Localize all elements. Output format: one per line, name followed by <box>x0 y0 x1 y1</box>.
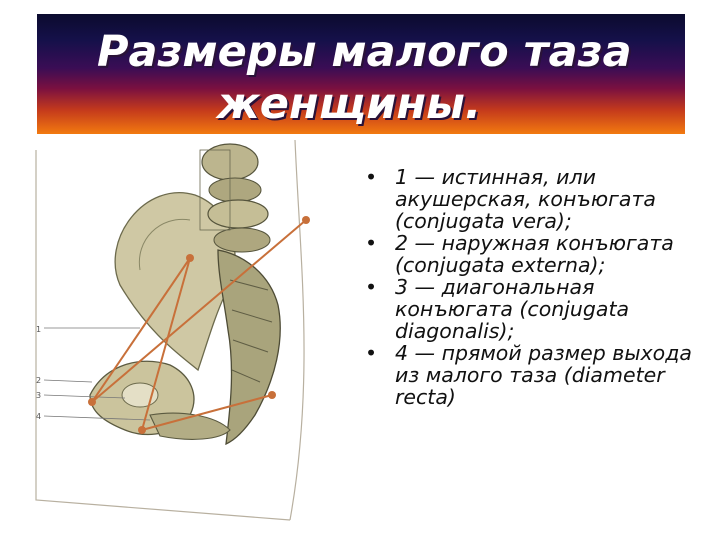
list-item <box>365 276 695 342</box>
list-item <box>365 166 695 232</box>
list-item-text: 3 — диагональная конъюгата (conjugata diagonalis); <box>395 275 630 343</box>
slide-title-line-1: Размеры малого таза <box>97 27 632 77</box>
list-item <box>365 232 695 276</box>
figure-label-4: 4 <box>36 412 42 421</box>
slide-title-line-2: женщины. <box>217 79 482 129</box>
figure-label-3: 3 <box>36 391 42 400</box>
list-item <box>365 342 695 408</box>
list-item-text: 4 — прямой размер выхода из малого таза (diameter recta) <box>395 341 692 409</box>
bullet-marker: • <box>365 341 378 365</box>
bullet-marker: • <box>365 165 378 189</box>
bullet-marker: • <box>365 275 378 299</box>
bullet-marker: • <box>365 231 378 255</box>
dimension-list <box>365 166 695 408</box>
list-item-text: 1 — истинная, или акушерская, конъюгата (conjugata vera); <box>395 165 656 233</box>
list-item-text: 2 — наружная конъюгата (conjugata externa); <box>395 231 674 277</box>
figure-label-1: 1 <box>36 325 42 334</box>
figure-label-2: 2 <box>36 376 42 385</box>
pelvis-illustration <box>30 140 365 535</box>
slide-title <box>37 14 685 130</box>
